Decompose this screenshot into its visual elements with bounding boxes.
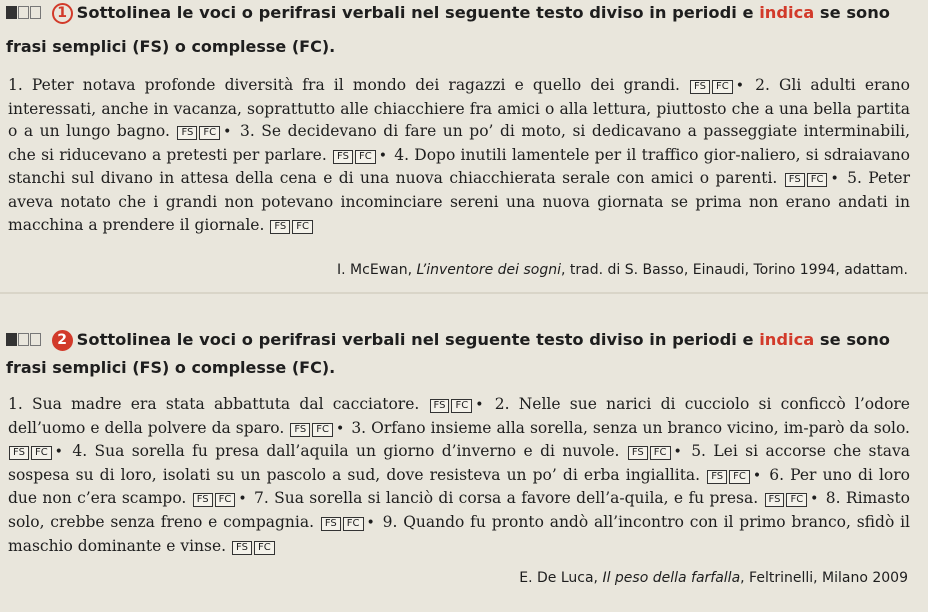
difficulty-square-icon bbox=[30, 6, 41, 19]
fc-box[interactable]: FC bbox=[650, 446, 671, 460]
bullet-icon: • bbox=[735, 78, 744, 94]
fs-box[interactable]: FS bbox=[9, 446, 29, 460]
bullet-icon: • bbox=[475, 397, 484, 413]
bullet-icon: • bbox=[378, 147, 387, 164]
bullet-icon: • bbox=[238, 491, 247, 508]
fs-box[interactable]: FS bbox=[628, 446, 648, 460]
fc-box[interactable]: FC bbox=[343, 517, 364, 531]
bullet-icon: • bbox=[336, 420, 345, 437]
difficulty-square-icon bbox=[30, 333, 41, 346]
fs-box[interactable]: FS bbox=[290, 423, 310, 437]
fc-box[interactable]: FC bbox=[786, 493, 807, 507]
fs-box[interactable]: FS bbox=[785, 173, 805, 187]
exercise-1-instruction-line2: frasi semplici (FS) o complesse (FC). bbox=[6, 37, 336, 56]
fs-box[interactable]: FS bbox=[193, 493, 213, 507]
section-divider bbox=[0, 292, 928, 294]
fs-box[interactable]: FS bbox=[430, 399, 450, 413]
fs-box[interactable]: FS bbox=[765, 493, 785, 507]
fs-box[interactable]: FS bbox=[690, 80, 710, 94]
exercise-1-citation: I. McEwan, L’inventore dei sogni, trad. di S. Basso, Einaudi, Torino 1994, adattam. bbox=[337, 262, 908, 278]
difficulty-square-icon bbox=[18, 333, 29, 346]
fs-box[interactable]: FS bbox=[321, 517, 341, 531]
difficulty-square-icon bbox=[6, 333, 17, 346]
fc-box[interactable]: FC bbox=[199, 126, 220, 140]
fc-box[interactable]: FC bbox=[215, 493, 236, 507]
exercise-number: 1 bbox=[52, 3, 73, 24]
fc-box[interactable]: FC bbox=[254, 541, 275, 555]
bullet-icon: • bbox=[810, 491, 819, 508]
fc-box[interactable]: FC bbox=[312, 423, 333, 437]
fs-box[interactable]: FS bbox=[177, 126, 197, 140]
fc-box[interactable]: FC bbox=[712, 80, 733, 94]
fc-box[interactable]: FC bbox=[292, 220, 313, 234]
exercise-number: 2 bbox=[52, 330, 73, 351]
bullet-icon: • bbox=[830, 171, 839, 188]
exercise-2-instruction: 2 Sottolinea le voci o perifrasi verbali nel seguente testo diviso in periodi e indica se sono bbox=[6, 328, 890, 352]
bullet-icon: • bbox=[752, 467, 762, 484]
exercise-1-text: 1. Peter notava profonde diversità fra il mondo dei ragazzi e quello dei grandi. FS FC • 2. Gli adulti erano interessati, anche in vacanza, soprattutto alle chiacchiere fra amici o alla lettura, piuttosto che a una bella partita o a un lungo bagno. FS FC • 3. Se decidevano di fare un po’ di moto, si dedicavano a passeggiate interminabili, che si riducevano a pretesti per parlare. FS FC • 4. Dopo inutili lamentele per il traffico gior-naliero, si sdraiavano stanchi sul divano in attesa della cena e di una nuova chiacchierata serale con amici o parenti. FS FC • 5. Peter aveva notato che i grandi non potevano incominciare sereni una nuova giornata se prima non erano andati in macchina a prendere il giornale. FS FC bbox=[8, 76, 911, 234]
fs-box[interactable]: FS bbox=[270, 220, 290, 234]
fc-box[interactable]: FC bbox=[451, 399, 472, 413]
bullet-icon: • bbox=[673, 444, 682, 461]
fs-box[interactable]: FS bbox=[333, 150, 353, 164]
bullet-icon: • bbox=[54, 444, 63, 461]
fs-box[interactable]: FS bbox=[707, 470, 727, 484]
difficulty-square-icon bbox=[6, 6, 17, 19]
fc-box[interactable]: FC bbox=[729, 470, 750, 484]
difficulty-square-icon bbox=[18, 6, 29, 19]
fc-box[interactable]: FC bbox=[807, 173, 828, 187]
exercise-1-instruction: 1 Sottolinea le voci o perifrasi verbali nel seguente testo diviso in periodi e indica se sono bbox=[6, 1, 890, 25]
bullet-icon: • bbox=[366, 514, 375, 531]
exercise-2-text: 1. Sua madre era stata abbattuta dal cacciatore. FS FC • 2. Nelle sue narici di cucciolo si conficcò l’odore dell’uomo e della polvere da sparo. FS FC • 3. Orfano insieme alla sorella, senza un branco vicino, im-parò da solo. FS FC • 4. Sua sorella fu presa dall’aquila un giorno d’inverno e di nuvole. FS FC • 5. Lei si accorse che stava sospesa su di loro, isolati su un pascolo a sud, dove resisteva un po’ di erba ingiallita. FS FC • 6. Per uno di loro due non c’era scampo. FS FC • 7. Sua sorella si lanciò di corsa a favore dell’a-quila, e fu presa. FS FC • 8. Rimasto solo, crebbe senza freno e compagnia. FS FC • 9. Quando fu pronto andò all’incontro con il primo branco, sfidò il maschio dominante e vinse. FS FC bbox=[8, 395, 911, 555]
fc-box[interactable]: FC bbox=[31, 446, 52, 460]
bullet-icon: • bbox=[223, 124, 232, 141]
exercise-2-instruction-line2: frasi semplici (FS) o complesse (FC). bbox=[6, 358, 336, 377]
fs-box[interactable]: FS bbox=[232, 541, 252, 555]
fc-box[interactable]: FC bbox=[355, 150, 376, 164]
exercise-2-citation: E. De Luca, Il peso della farfalla, Feltrinelli, Milano 2009 bbox=[519, 570, 908, 586]
